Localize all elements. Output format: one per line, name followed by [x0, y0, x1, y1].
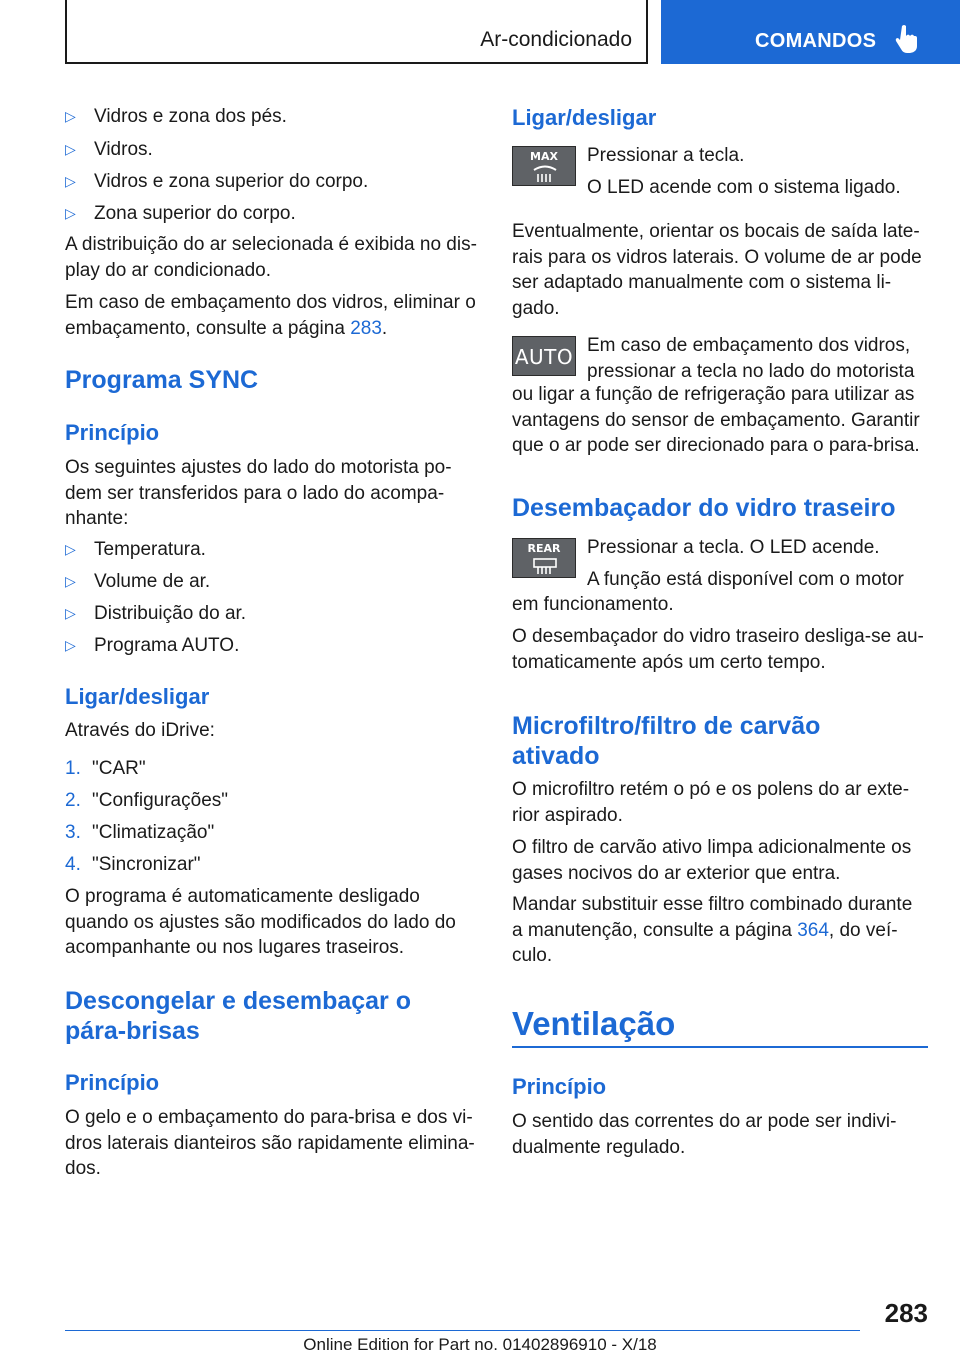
paragraph: O gelo e o embaçamento do para-brisa e dos vi- dros laterais dianteiros são rapidamente elimina- dos.	[65, 1107, 475, 1179]
section-heading: Microfiltro/filtro de carvão ativado	[512, 712, 821, 770]
page-number: 283	[884, 1298, 928, 1328]
bullet-triangle-icon: ▷	[65, 541, 76, 557]
auto-button: AUTO	[512, 336, 576, 376]
subsection-heading: Ligar/desligar	[65, 684, 210, 709]
bullet-triangle-icon: ▷	[65, 205, 76, 221]
paragraph: Pressionar a tecla. O LED acende.	[587, 537, 880, 558]
paragraph: A distribuição do ar selecionada é exibida no dis- play do ar condicionado.	[65, 234, 477, 281]
windshield-defrost-icon	[532, 165, 558, 183]
heading-rule	[512, 1046, 928, 1048]
bullet-triangle-icon: ▷	[65, 141, 76, 157]
paragraph: em funcionamento.	[512, 594, 674, 615]
bullet-triangle-icon: ▷	[65, 573, 76, 589]
paragraph: Através do iDrive:	[65, 720, 215, 741]
bullet-triangle-icon: ▷	[65, 637, 76, 653]
bullet-triangle-icon: ▷	[65, 605, 76, 621]
section-heading: Desembaçador do vidro traseiro	[512, 494, 896, 522]
paragraph: O desembaçador do vidro traseiro desliga-se au- tomaticamente após um certo tempo.	[512, 626, 924, 673]
subsection-heading: Ligar/desligar	[512, 105, 657, 130]
rear-defrost-button: REAR	[512, 538, 576, 578]
paragraph: O LED acende com o sistema ligado.	[587, 177, 901, 198]
paragraph: O sentido das correntes do ar pode ser indivi- dualmente regulado.	[512, 1111, 897, 1158]
bullet-triangle-icon: ▷	[65, 173, 76, 189]
paragraph: A função está disponível com o motor	[587, 569, 904, 590]
bullet-triangle-icon: ▷	[65, 108, 76, 124]
rear-window-defrost-icon	[532, 557, 558, 575]
section-heading: Descongelar e desembaçar o pára-brisas	[65, 987, 411, 1045]
section-label: COMANDOS	[755, 30, 877, 52]
paragraph: Mandar substituir esse filtro combinado durante a manutenção, consulte a página 364, do veí- culo.	[512, 894, 913, 966]
paragraph: Em caso de embaçamento dos vidros, pressionar a tecla no lado do motorista	[587, 335, 915, 382]
paragraph: ou ligar a função de refrigeração para utilizar as vantagens do sensor de embaçamento. Garantir que o ar pode ser direcionado para o para-brisa.	[512, 384, 920, 456]
paragraph: O filtro de carvão ativo limpa adicionalmente os gases nocivos do ar exterior que entra.	[512, 837, 912, 884]
subsection-heading: Princípio	[65, 1070, 160, 1095]
paragraph: O programa é automaticamente desligado quando os ajustes são modificados do lado do acompanhante ou nos lugares traseiros.	[65, 886, 456, 958]
paragraph: Pressionar a tecla.	[587, 145, 745, 166]
hand-pointer-icon	[895, 24, 919, 54]
subsection-heading: Princípio	[512, 1074, 607, 1099]
paragraph: O microfiltro retém o pó e os polens do ar exte- rior aspirado.	[512, 779, 910, 826]
header-section-tab[interactable]	[661, 0, 960, 64]
paragraph: Os seguintes ajustes do lado do motorista po- dem ser transferidos para o lado do acompa- nhante:	[65, 457, 452, 529]
max-defrost-button: MAX	[512, 146, 576, 186]
section-heading: Programa SYNC	[65, 366, 259, 394]
subsection-heading: Princípio	[65, 420, 160, 445]
edition-footer: Online Edition for Part no. 01402896910 - X/18	[303, 1335, 657, 1354]
header-chapter-box	[65, 0, 648, 64]
footer-rule	[65, 1330, 860, 1331]
chapter-heading: Ventilação	[512, 1005, 676, 1042]
page-link[interactable]: 364	[797, 919, 829, 941]
paragraph: Eventualmente, orientar os bocais de saída late- rais para os vidros laterais. O volume de ar pode ser adaptado manualmente com o sistema li- gado.	[512, 221, 922, 319]
paragraph: Em caso de embaçamento dos vidros, eliminar o embaçamento, consulte a página 283.	[65, 292, 476, 339]
page-link[interactable]: 283	[350, 317, 382, 339]
chapter-title: Ar-condicionado	[480, 28, 632, 51]
